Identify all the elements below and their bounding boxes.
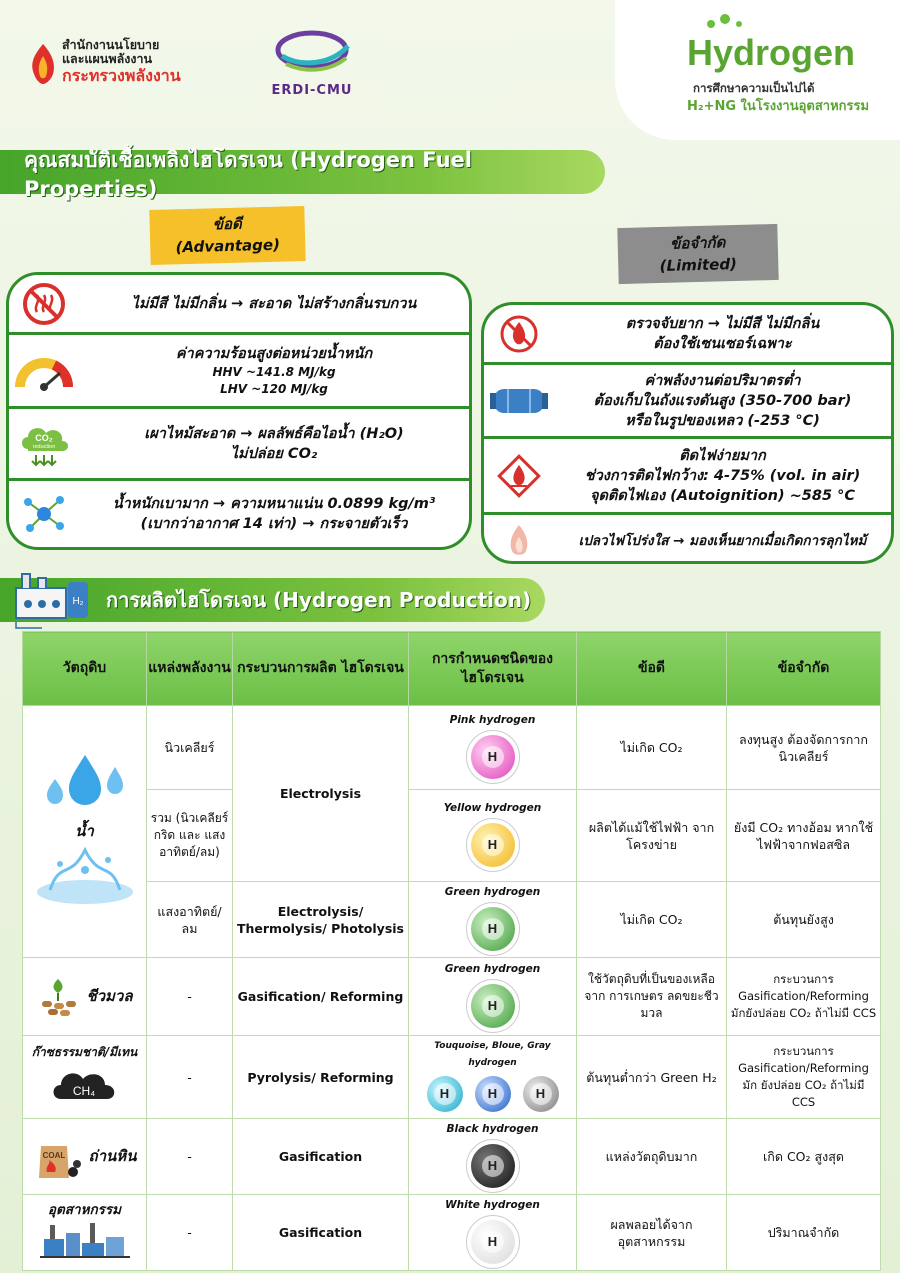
h-symbol: H [482,834,504,856]
type-cell [409,790,577,882]
green-hydrogen-icon [471,984,515,1028]
limitation-4: เปลวไฟโปร่งใส → มองเห็นยากเมื่อเกิดการลุกไหม้ [578,533,867,549]
source-cell: นิวเคลียร์ [147,706,233,790]
limitation-row [484,515,891,564]
hydrogen-project-logo [615,0,900,140]
material-natural-gas [23,1036,147,1119]
material-coal-label: ถ่านหิน [88,1147,137,1165]
type-label: Touquoise, Bloue, Gray hydrogen [434,1041,551,1068]
process-cell: Gasification/ Reforming [233,958,409,1036]
limitation-1: ตรวจจับยาก → ไม่มีสี ไม่มีกลิ่น [625,315,820,332]
advantage-row [9,275,469,335]
water-splash-icon [30,840,140,910]
type-label: Green hydrogen [444,886,541,898]
type-cell [409,706,577,790]
process-cell: Electrolysis/ Thermolysis/ Photolysis [233,882,409,958]
co2-badge-sub: reduction [32,443,56,450]
material-industry-label: อุตสาหกรรม [47,1202,122,1218]
lim-cell: ลงทุนสูง ต้องจัดการกากนิวเคลียร์ [727,706,881,790]
header-energy-source: แหล่งพลังงาน [147,632,233,706]
limitation-2: ค่าพลังงานต่อปริมาตรต่ำ [644,372,801,389]
erdi-name: ERDI-CMU [271,83,353,98]
no-detect-flame-icon [499,314,539,354]
process-electrolysis: Electrolysis [233,706,409,882]
hhv-value: HHV ~141.8 MJ/kg [212,364,336,379]
limitation-3b: ช่วงการติดไฟกว้าง: 4-75% (vol. in air) [584,467,861,484]
material-gas-label: ก๊าซธรรมชาติ/มีเทน [31,1044,138,1059]
transparent-flame-icon [504,523,534,559]
h-symbol: H [482,995,504,1017]
header-limitation: ข้อจำกัด [727,632,881,706]
type-label: White hydrogen [445,1199,540,1211]
h-symbol: H [482,1083,504,1105]
header-type: การกำหนดชนิดของ ไฮโดรเจน [409,632,577,706]
table-row [23,1036,881,1119]
table-row [23,706,881,790]
material-industry [23,1195,147,1271]
methane-cloud-icon [47,1061,123,1107]
ministry-line1: สำนักงานนโยบาย [62,37,160,52]
source-cell: แสงอาทิตย์/ ลม [147,882,233,958]
type-cell [409,1195,577,1271]
adv-cell: ไม่เกิด CO₂ [577,882,727,958]
flame-icon [28,42,58,86]
h-symbol: H [530,1083,552,1105]
process-cell: Pyrolysis/ Reforming [233,1036,409,1119]
table-row [23,1195,881,1271]
co2-badge: CO₂ [35,432,53,443]
type-cell [409,1036,577,1119]
hydrogen-wordmark: Hydrogen [687,32,856,73]
advantage-4b: (เบากว่าอากาศ 14 เท่า) → กระจายตัวเร็ว [140,516,408,532]
biomass-pellets-icon [36,975,80,1019]
material-biomass [23,958,147,1036]
table-header-row [23,632,881,706]
limitation-1b: ต้องใช้เซนเซอร์เฉพาะ [653,335,792,352]
adv-cell: ผลิตได้แม้ใช้ไฟฟ้า จากโครงข่าย [577,790,727,882]
lhv-value: LHV ~120 MJ/kg [220,381,328,396]
limitation-2c: หรือในรูปของเหลว (-253 °C) [625,412,820,429]
type-label: Yellow hydrogen [443,802,542,814]
limitation-tag-th: ข้อจำกัด [669,233,726,253]
coal-bag-icon [33,1132,83,1182]
production-table [22,631,880,1271]
advantage-row [9,481,469,547]
project-subtitle-2: H₂+NG ในโรงงานอุตสาหกรรม [687,99,870,114]
limitation-row [484,439,891,515]
type-cell [409,1119,577,1195]
coal-bag-label: COAL [42,1150,65,1160]
turquoise-hydrogen-icon [427,1076,463,1112]
lim-cell: ปริมาณจำกัด [727,1195,881,1271]
table-row [23,1119,881,1195]
type-label: Green hydrogen [444,963,541,975]
adv-cell: ใช้วัตถุดิบที่เป็นของเหลือจาก การเกษตร ลดขยะชีวมวล [577,958,727,1036]
erdi-swoosh-icon [262,28,362,83]
h-symbol: H [482,746,504,768]
adv-cell: ผลพลอยได้จาก อุตสาหกรรม [577,1195,727,1271]
table-row [23,958,881,1036]
ministry-logo [28,38,248,98]
water-drops-icon [35,749,135,819]
h2-tank-label: H₂ [72,596,84,607]
erdi-logo [262,28,362,98]
advantage-2: ค่าความร้อนสูงต่อหน่วยน้ำหนัก [175,345,373,362]
limitation-3: ติดไฟง่ายมาก [679,447,766,464]
limitation-row [484,365,891,439]
limitation-2b: ต้องเก็บในถังแรงดันสูง (350-700 bar) [593,392,852,409]
factory-tank-icon [12,568,92,630]
advantage-4: น้ำหนักเบามาก → ความหนาแน่น 0.0899 kg/m³ [112,496,436,512]
table-row [23,790,881,882]
green-hydrogen-icon [471,907,515,951]
h-symbol: H [482,1231,504,1253]
adv-cell: แหล่งวัตถุดิบมาก [577,1119,727,1195]
molecule-icon [20,492,68,536]
material-coal [23,1119,147,1195]
co2-reduction-icon [16,419,72,469]
white-hydrogen-icon [471,1220,515,1264]
advantage-3b: ไม่ปล่อย CO₂ [230,445,318,462]
industry-plant-icon [40,1219,130,1259]
material-water [23,706,147,958]
source-cell: - [147,1195,233,1271]
limitation-tag [617,224,778,284]
advantage-row [9,409,469,481]
advantage-tag-en: (Advantage) [175,235,281,257]
ch4-label: CH₄ [72,1083,95,1098]
process-cell: Gasification [233,1119,409,1195]
material-water-label: น้ำ [75,822,94,840]
limitations-panel [481,302,894,564]
h-symbol: H [482,918,504,940]
no-odor-icon [22,282,66,326]
adv-cell: ต้นทุนต่ำกว่า Green H₂ [577,1036,727,1119]
advantage-tag-th: ข้อดี [212,214,242,234]
material-biomass-label: ชีวมวล [86,987,133,1005]
advantage-row [9,335,469,409]
bubbles-icon [703,12,753,32]
lim-cell: เกิด CO₂ สูงสุด [727,1119,881,1195]
advantage-tag [149,206,305,265]
limitation-row [484,305,891,365]
ministry-line3: กระทรวงพลังงาน [62,66,181,85]
source-cell: - [147,1119,233,1195]
gauge-icon [14,351,74,391]
source-cell: - [147,1036,233,1119]
yellow-hydrogen-icon [471,823,515,867]
black-hydrogen-icon [471,1144,515,1188]
lim-cell: กระบวนการ Gasification/Reforming มักยังปล่อย CO₂ ถ้าไม่มี CCS [727,958,881,1036]
source-cell: - [147,958,233,1036]
header-process: กระบวนการผลิต ไฮโดรเจน [233,632,409,706]
lim-cell: ยังมี CO₂ ทางอ้อม หากใช้ไฟฟ้าจากฟอสซิล [727,790,881,882]
header-material: วัตถุดิบ [23,632,147,706]
type-label: Pink hydrogen [449,714,536,726]
advantage-1: ไม่มีสี ไม่มีกลิ่น → สะอาด ไม่สร้างกลิ่นรบกวน [131,295,417,312]
advantages-panel [6,272,472,550]
h-symbol: H [434,1083,456,1105]
advantage-3: เผาไหม้สะอาด → ผลลัพธ์คือไอน้ำ (H₂O) [144,425,404,442]
gray-hydrogen-icon [523,1076,559,1112]
flammable-hazard-icon [495,452,543,500]
ministry-line2: และแผนพลังงาน [62,51,153,66]
lim-cell: ต้นทุนยังสูง [727,882,881,958]
source-cell: รวม (นิวเคลียร์ กริด และ แสงอาทิตย์/ลม) [147,790,233,882]
pink-hydrogen-icon [471,735,515,779]
adv-cell: ไม่เกิด CO₂ [577,706,727,790]
type-cell [409,958,577,1036]
fuel-properties-title: คุณสมบัติเชื้อเพลิงไฮโดรเจน (Hydrogen Fuel Properties) [0,150,605,194]
type-cell [409,882,577,958]
lim-cell: กระบวนการ Gasification/Reforming มัก ยังปล่อย CO₂ ถ้าไม่มี CCS [727,1036,881,1119]
pressure-tank-icon [488,383,550,419]
table-row [23,882,881,958]
limitation-tag-en: (Limited) [659,254,738,276]
process-cell: Gasification [233,1195,409,1271]
header-advantage: ข้อดี [577,632,727,706]
blue-hydrogen-icon [475,1076,511,1112]
h-symbol: H [482,1155,504,1177]
production-title: การผลิตไฮโดรเจน (Hydrogen Production) [0,578,545,622]
limitation-3c: จุดติดไฟเอง (Autoignition) ~585 °C [589,487,856,504]
project-subtitle: การศึกษาความเป็นไปได้ [693,81,815,95]
type-label: Black hydrogen [446,1123,539,1135]
